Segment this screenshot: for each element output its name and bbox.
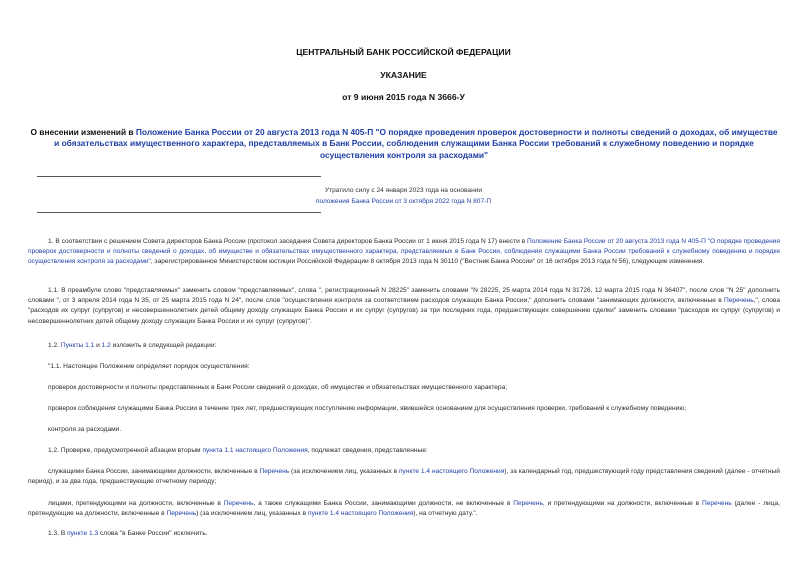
quote-1-1-intro: "1.1. Настоящее Положение определяет порядок осуществления: <box>48 363 250 370</box>
document-title <box>28 127 780 161</box>
quote-candidates-text-m2: , и претендующими на должности, включенные в <box>542 500 702 507</box>
quote-item-reliability: проверок достоверности и полноты представленных в Банк России сведений о доходах, об имуществе и обязательствах имущественного характера; <box>48 384 508 391</box>
document-date: от 9 июня 2015 года N 3666-У <box>342 92 465 102</box>
quote-servants <box>28 467 780 487</box>
paragraph-1-regulation-link[interactable]: Положение Банка России от 20 августа 2013 года N 405-П "О порядке проведения проверок достоверности и полноты сведений о доходах, об имуществе и обязательствах имущественного характера, представляемых в Банк России, соблюдения служащими Банка России требований к служебному поведению и порядке осуществления контроля за расходами" <box>28 238 780 266</box>
document-type: УКАЗАНИЕ <box>380 70 427 80</box>
status-note <box>0 185 807 207</box>
paragraph-1-3-text-b: слова "в Банке России" исключить. <box>98 530 208 537</box>
quote-candidates-text-m1: , а также служащими Банка России, занимающими должности, не включенные в <box>253 500 514 507</box>
paragraph-1-text-a: 1. В соответствии с решением Совета директоров Банка России (протокол заседания Совета директоров Банка России от 1 июня 2015 года N 17) внести в <box>48 238 527 245</box>
paragraph-1-1-perechen-link[interactable]: Перечень <box>724 297 754 305</box>
quote-servants-text-b: ), за календарный год, предшествующий году представления сведений (далее - отчетный период), и за два года, предшествующие отчетному периоду; <box>28 468 780 486</box>
quote-candidates-text-b: ), на отчетную дату.". <box>413 510 478 518</box>
quote-1-2-text-b: , подлежат сведения, представленные: <box>307 447 428 454</box>
paragraph-1-2 <box>28 341 780 351</box>
title-prefix: О внесении изменений в <box>30 127 136 137</box>
quote-1-2-text-a: 1.2. Проверке, предусмотренной абзацем вторым <box>48 447 203 454</box>
quote-item-expenses: контроля за расходами. <box>48 426 122 433</box>
paragraph-1-2-text-mid: и <box>94 342 102 349</box>
point-1-2-link[interactable]: 1.2 <box>101 342 111 349</box>
quote-candidates-point-1-4-link[interactable]: пункте 1.4 настоящего Положения <box>308 510 414 518</box>
status-note-text: Утратило силу с 24 января 2023 года на основании <box>324 187 483 194</box>
title-regulation-link[interactable]: Положение Банка России от 20 августа 2013 года N 405-П "О порядке проведения проверок достоверности и полноты сведений о доходах, об имуществе и обязательствах имущественного характера, представляемых в Банк России, соблюдения служащими Банка России требований к служебному поведению и порядке осуществления контроля за расходами" <box>54 127 778 160</box>
point-1-1-regulation-link[interactable]: пункта 1.1 настоящего Положения <box>202 447 308 454</box>
quote-candidates-perechen-link-4[interactable]: Перечень <box>166 510 197 518</box>
paragraph-1-3 <box>28 529 780 539</box>
divider-bottom <box>37 212 321 213</box>
quote-candidates-text-m3: (далее - лица, претендующие на должности, включенные в <box>28 500 780 518</box>
quote-candidates <box>28 499 780 519</box>
quote-servants-point-1-4-link[interactable]: пункте 1.4 настоящего Положения <box>398 468 505 475</box>
paragraph-1 <box>28 237 780 268</box>
quote-item-conduct: проверок соблюдения служащими Банка России в течение трех лет, предшествующих поступлению информации, явившейся основанием для осуществления проверки, требований к служебному поведению; <box>48 405 687 412</box>
paragraph-1-1-text-b: ,", слова "расходов их супруг (супругов) и несовершеннолетних детей общему доходу служащих Банка России и их супруг (супругов) за три последних года, предшествующих совершению сделки" заменить словами "расходов их супруг (супругов) и несовершеннолетних детей общему доходу служащих Банка России и их супруг (супругов)". <box>28 297 780 325</box>
paragraph-1-2-text-b: изложить в следующей редакции: <box>110 342 217 349</box>
quote-candidates-perechen-link-3[interactable]: Перечень <box>701 500 732 507</box>
quote-servants-text-a: служащими Банка России, занимающими должности, включенные в <box>48 468 260 475</box>
quote-candidates-text-m4: ) (за исключением лиц, указанных в <box>196 510 309 518</box>
organization-name: ЦЕНТРАЛЬНЫЙ БАНК РОССИЙСКОЙ ФЕДЕРАЦИИ <box>296 47 511 57</box>
paragraph-1-text-b: , зарегистрированное Министерством юстиции Российской Федерации 8 октября 2013 года N 30110 ("Вестник Банка России" от 16 октября 2013 года N 56), следующие изменения. <box>150 258 705 266</box>
paragraph-1-1 <box>28 286 780 327</box>
status-note-link[interactable]: положения Банка России от 3 октября 2022 года N 807-П <box>315 198 492 205</box>
quote-1-2-intro <box>28 446 780 456</box>
quote-servants-text-mid: (за исключением лиц, указанных в <box>289 468 399 475</box>
paragraph-1-2-text-a: 1.2. <box>48 342 61 349</box>
quote-candidates-text-a: лицами, претендующими на должности, включенные в <box>48 500 224 507</box>
point-1-3-link[interactable]: пункте 1.3 <box>67 530 99 537</box>
divider-top <box>37 176 321 177</box>
quote-candidates-perechen-link-1[interactable]: Перечень <box>223 500 254 507</box>
quote-servants-perechen-link[interactable]: Перечень <box>259 468 290 475</box>
paragraph-1-1-text-a: 1.1. В преамбуле слово "представляемых" заменить словом "представляемых", слова ", регистрационный N 28225" заменить словами "N 28225, 25 марта 2014 года N 31726, 12 марта 2015 года N 36407", после слов "N 25" дополнить словами ", от 3 апреля 2014 года N 35, от 25 марта 2015 года N 24", после слов "осуществления контроля за соответствием расходов служащих Банка России," дополнить словами "занимающих должности, включенные в <box>28 287 780 305</box>
point-1-1-link[interactable]: Пункты 1.1 <box>60 342 95 349</box>
quote-candidates-perechen-link-2[interactable]: Перечень <box>513 500 543 507</box>
paragraph-1-3-text-a: 1.3. В <box>48 530 68 537</box>
